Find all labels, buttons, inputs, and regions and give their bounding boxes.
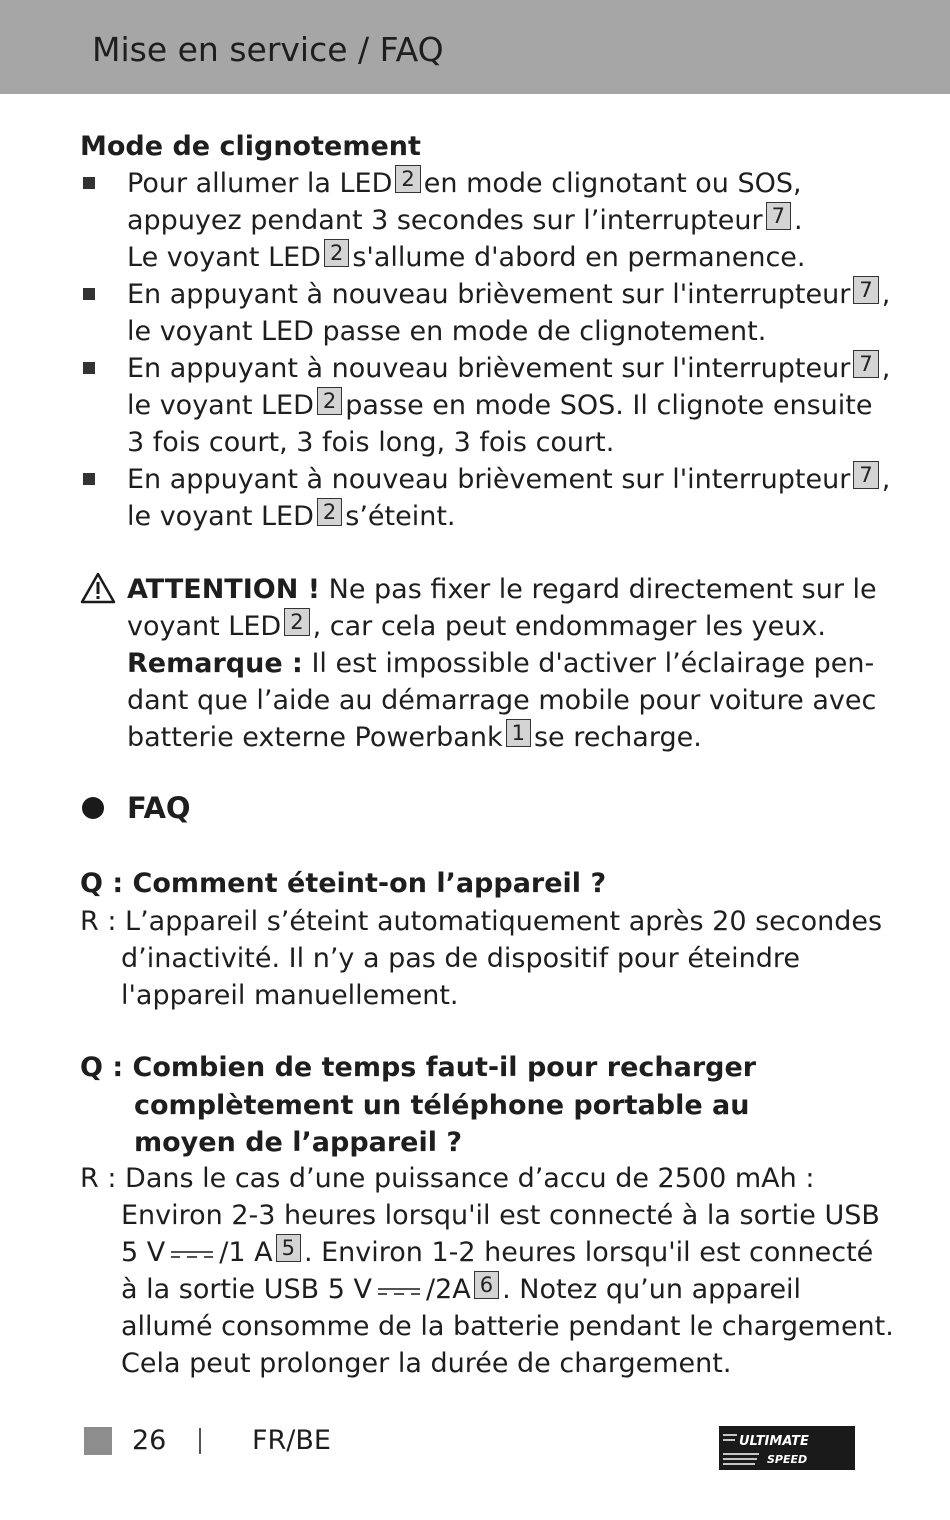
faq-answer-2-line-1: R : Dans le cas d’une puissance d’accu de 2500 mAh : (80, 1163, 815, 1194)
remark-label: Remarque : (127, 648, 303, 679)
faq-answer-2-line-5: allumé consomme de la batterie pendant le chargement. (121, 1311, 894, 1342)
faq-answer-2-line-2: Environ 2-3 heures lorsqu'il est connecté à la sortie USB (121, 1200, 880, 1231)
ref-box: 2 (317, 387, 342, 415)
remark-line-3: batterie externe Powerbank 1 se recharge. (127, 721, 702, 753)
blink-bullet-2-line-2: le voyant LED passe en mode de clignotement. (127, 316, 767, 347)
ref-box: 6 (474, 1271, 499, 1299)
bullet-square (83, 177, 95, 189)
blink-bullet-3-line-1: En appuyant à nouveau brièvement sur l'interrupteur 7 , (127, 352, 891, 384)
faq-question-1: Q : Comment éteint-on l’appareil ? (80, 868, 607, 899)
ultimate-speed-logo (719, 1426, 855, 1470)
ref-box: 5 (276, 1234, 301, 1262)
section-bullet-dot (82, 797, 104, 819)
faq-answer-1-line-3: l'appareil manuellement. (121, 980, 459, 1011)
page-number: 26 (132, 1425, 167, 1456)
svg-text:SPEED: SPEED (767, 1453, 808, 1466)
footer-divider (199, 1428, 201, 1454)
dc-voltage-icon (376, 1284, 422, 1298)
ref-box: 2 (284, 608, 309, 636)
faq-answer-2-line-4: à la sortie USB 5 V /2A 6 . Notez qu’un appareil (121, 1273, 802, 1305)
section-heading-blink: Mode de clignotement (80, 131, 421, 162)
faq-answer-2-line-3: 5 V /1 A 5 . Environ 1-2 heures lorsqu'il est connecté (121, 1236, 874, 1268)
attention-line-1: ATTENTION ! Ne pas fixer le regard directement sur le (127, 574, 877, 605)
faq-question-2-line-2: complètement un téléphone portable au (134, 1090, 750, 1121)
blink-bullet-3-line-2: le voyant LED 2 passe en mode SOS. Il clignote ensuite (127, 389, 873, 421)
ref-box: 7 (853, 276, 878, 304)
faq-answer-2-line-6: Cela peut prolonger la durée de chargement. (121, 1348, 732, 1379)
remark-line-2: dant que l’aide au démarrage mobile pour voiture avec (127, 685, 877, 716)
ref-box: 7 (766, 202, 791, 230)
blink-bullet-4-line-2: le voyant LED 2 s’éteint. (127, 500, 456, 532)
locale-code: FR/BE (252, 1425, 331, 1456)
ref-box: 2 (324, 239, 349, 267)
page-header (0, 0, 950, 94)
blink-bullet-4-line-1: En appuyant à nouveau brièvement sur l'interrupteur 7 , (127, 463, 891, 495)
section-heading-faq: FAQ (127, 791, 191, 825)
svg-text:ULTIMATE: ULTIMATE (739, 1434, 809, 1449)
blink-bullet-1-line-3: Le voyant LED 2 s'allume d'abord en permanence. (127, 241, 806, 273)
ref-box: 7 (853, 461, 878, 489)
remark-line-1: Remarque : Il est impossible d'activer l’éclairage pen- (127, 648, 875, 679)
faq-question-2-line-1: Q : Combien de temps faut-il pour recharger (80, 1052, 757, 1083)
dc-voltage-icon (169, 1247, 215, 1261)
faq-answer-1-line-2: d’inactivité. Il n’y a pas de dispositif pour éteindre (121, 943, 800, 974)
blink-bullet-1-line-1: Pour allumer la LED 2 en mode clignotant ou SOS, (127, 167, 802, 199)
blink-bullet-1-line-2: appuyez pendant 3 secondes sur l’interrupteur 7 . (127, 204, 803, 236)
blink-bullet-2-line-1: En appuyant à nouveau brièvement sur l'interrupteur 7 , (127, 278, 891, 310)
faq-answer-1-line-1: R : L’appareil s’éteint automatiquement après 20 secondes (80, 906, 883, 937)
bullet-square (83, 362, 95, 374)
attention-line-2: voyant LED 2 , car cela peut endommager les yeux. (127, 610, 826, 642)
warning-triangle-icon (80, 572, 116, 604)
ref-box: 2 (395, 165, 420, 193)
ref-box: 7 (853, 350, 878, 378)
ref-box: 1 (506, 719, 531, 747)
bullet-square (83, 473, 95, 485)
bullet-square (83, 288, 95, 300)
header-title: Mise en service / FAQ (92, 30, 444, 69)
footer-marker (84, 1427, 112, 1455)
blink-bullet-3-line-3: 3 fois court, 3 fois long, 3 fois court. (127, 427, 615, 458)
attention-label: ATTENTION ! (127, 574, 321, 605)
faq-question-2-line-3: moyen de l’appareil ? (134, 1127, 463, 1158)
ref-box: 2 (317, 498, 342, 526)
